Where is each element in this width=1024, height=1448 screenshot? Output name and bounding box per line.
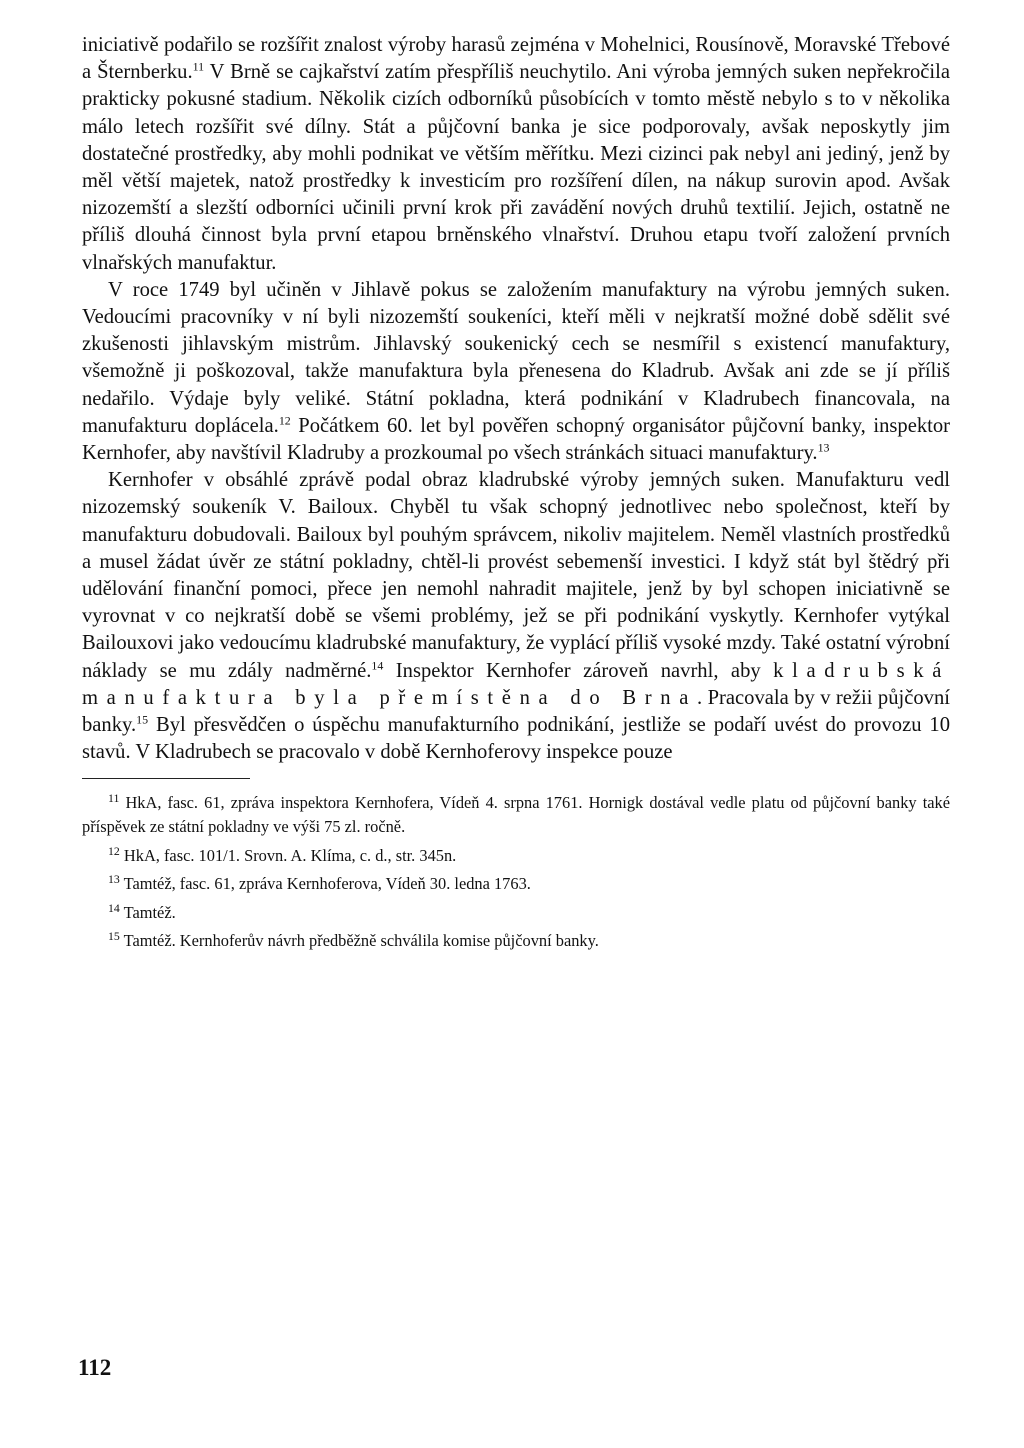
- text-run: Kernhofer v obsáhlé zprávě podal obraz kladrubské výroby jemných suken. Manufakturu vedl nizozemský soukeník V. Bailoux. Chyběl tu však schopný jednotlivec nebo společnost, kteří by manufakturu dobudovali. Bailoux byl pouhým správcem, nikoliv majitelem. Neměl vlastních prostředků a musel žádat úvěr ze státní pokladny, chtěl-li provést sebemenší investici. I když stát byl štědrý při udělování finanční pomoci, přece jen nemohl nahradit majitele, jenž by byl schopen iniciativně se vyrovnat v co nejkratší době se všemi problémy, jež se při podnikání vyskytly. Kernhofer vytýkal Bailouxovi jako vedoucímu kladrubské manufaktury, že vyplácí příliš vysoké mzdy. Také ostatní výrobní náklady se mu zdály nadměrné.: [82, 469, 950, 682]
- footnotes: [82, 791, 950, 953]
- text-run: V Brně se cajkařství zatím přespříliš neuchytilo. Ani výroba jemných suken nepřekročila prakticky pokusné stadium. Několik cizích odborníků působících v tomto městě nebylo s to v několika málo letech rozšířit své dílny. Stát a půjčovní banka je sice podporovaly, avšak neposkytly jim dostatečné prostředky, aby mohli podnikat ve větším měřítku. Mezi cizinci pak nebyl ani jediný, jenž by měl větší majetek, natož prostředky k investicím pro rozšíření dílen, na nákup surovin apod. Avšak nizozemští a slezští odborníci učinili první krok při zavádění nových druhů textilií. Jejich, ostatně ne příliš dlouhá činnost byla první etapou brněnského vlnařství. Druhou etapu tvoří založení prvních vlnařských manufaktur.: [82, 61, 951, 274]
- footnote: [82, 791, 950, 838]
- footnote-reference[interactable]: 15: [136, 712, 149, 727]
- footnote-reference[interactable]: 13: [817, 440, 830, 455]
- text-run: iniciativě podařilo se rozšířit znalost výroby harasů zejména v Mohelnici, Rousínově, Moravské Třebové a Šternberku.: [82, 34, 950, 84]
- footnote-number: 14: [108, 900, 120, 915]
- footnote: [82, 844, 950, 868]
- footnote-text: Tamtéž.: [123, 902, 176, 922]
- footnote-number: 15: [108, 929, 120, 944]
- text-run: V roce 1749 byl učiněn v Jihlavě pokus se založením manufaktury na výrobu jemných suken. Vedoucími pracovníky v ní byli nizozemští soukeníci, kteří měli v nejkratší možné době sdělit své zkušenosti jihlavským mistrům. Jihlavský soukenický cech se nesmířil s existencí manufaktury, všemožně ji poškozoval, takže manufaktura byla přenesena do Kladrub. Avšak ani zde se jí příliš nedařilo. Výdaje byly veliké. Státní pokladna, která podnikání v Kladrubech financovala, na manufakturu doplácela.: [82, 278, 950, 437]
- page-body: [82, 32, 950, 958]
- footnote-reference[interactable]: 14: [371, 658, 384, 673]
- footnote-reference[interactable]: 12: [278, 413, 291, 428]
- paragraph: [82, 32, 950, 277]
- body-text: [82, 32, 950, 766]
- footnote-number: 11: [108, 791, 120, 806]
- text-run: . Pracovala by v režii půjčovní banky.: [82, 686, 950, 737]
- text-run: Počátkem 60. let byl pověřen schopný organisátor půjčovní banky, inspektor Kernhofer, aby navštívil Kladruby a prozkoumal po všech stránkách situaci manufaktury.: [82, 414, 951, 465]
- footnote: [82, 929, 950, 953]
- text-run: Inspektor Kernhofer zároveň navrhl, aby: [383, 659, 774, 682]
- footnote-text: HkA, fasc. 61, zpráva inspektora Kernhofera, Vídeň 4. srpna 1761. Hornigk dostával vedle platu od půjčovní banky také příspěvek ze státní pokladny ve výši 75 zl. ročně.: [82, 793, 950, 837]
- page-number: 112: [78, 1355, 112, 1380]
- footnote-text: Tamtéž, fasc. 61, zpráva Kernhoferova, Vídeň 30. ledna 1763.: [123, 874, 531, 894]
- footnote-separator: [82, 778, 250, 779]
- footnote: [82, 872, 950, 896]
- paragraph: [82, 277, 950, 467]
- footnote-reference[interactable]: 11: [192, 59, 205, 74]
- footnote: [82, 901, 950, 925]
- text-run: Byl přesvědčen o úspěchu manufakturního podnikání, jestliže se podaří uvést do provozu 10 stavů. V Kladrubech se pracovalo v době Kernhoferovy inspekce pouze: [82, 714, 950, 764]
- footnote-text: HkA, fasc. 101/1. Srovn. A. Klíma, c. d., str. 345n.: [123, 845, 457, 865]
- footnote-number: 13: [108, 872, 120, 887]
- paragraph: [82, 467, 950, 766]
- emphasized-spaced-text: kladrubská manufaktura byla přemístěna do Brna: [82, 659, 951, 709]
- footnote-number: 12: [108, 843, 120, 858]
- footnote-text: Tamtéž. Kernhoferův návrh předběžně schválila komise půjčovní banky.: [123, 931, 599, 951]
